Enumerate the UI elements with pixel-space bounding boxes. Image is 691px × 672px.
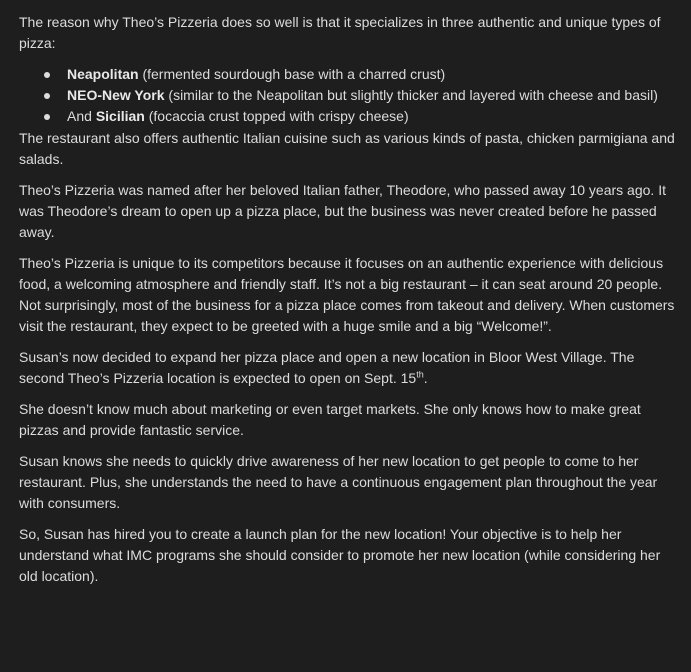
list-item-name: Sicilian (95, 108, 145, 124)
cuisine-paragraph: The restaurant also offers authentic Italian cuisine such as various kinds of pasta, chicken parmigiana and salads. (19, 130, 675, 167)
expansion-text: Susan’s now decided to expand her pizza place and open a new location in Bloor West Village. The second Theo’s Pizzeria location is expected to open on Sept. 15 (19, 349, 635, 386)
date-ordinal-suffix: th (416, 369, 424, 380)
list-item-sicilian (19, 106, 675, 127)
list-item-description: (fermented sourdough base with a charred crust) (138, 66, 446, 82)
list-item-prefix: And (67, 108, 96, 124)
list-item-name: NEO-New York (67, 87, 165, 103)
expansion-paragraph (19, 347, 675, 389)
pizza-type-list (19, 64, 675, 127)
marketing-paragraph: She doesn’t know much about marketing or even target markets. She only knows how to make great pizzas and provide fantastic service. (19, 401, 641, 438)
list-item-description: (focaccia crust topped with crispy cheese) (144, 108, 409, 124)
awareness-paragraph: Susan knows she needs to quickly drive awareness of her new location to get people to come to her restaurant. Plus, she understands the need to have a continuous engagement plan throughout the year with consumers. (19, 453, 658, 511)
list-item-name: Neapolitan (67, 66, 139, 82)
intro-paragraph: The reason why Theo’s Pizzeria does so well is that it specializes in three authentic and unique types of pizza: (19, 14, 661, 51)
list-item-neo-new-york (19, 85, 675, 106)
history-paragraph: Theo’s Pizzeria was named after her beloved Italian father, Theodore, who passed away 10 years ago. It was Theodore’s dream to open up a pizza place, but the business was never created before he passed away. (19, 182, 666, 240)
expansion-end: . (423, 370, 428, 386)
list-item-description: (similar to the Neapolitan but slightly thicker and layered with cheese and basil) (164, 87, 658, 103)
uniqueness-paragraph: Theo’s Pizzeria is unique to its competitors because it focuses on an authentic experience with delicious food, a welcoming atmosphere and friendly staff. It’s not a big restaurant – it can seat around 20 people. Not surprisingly, most of the business for a pizza place comes from takeout and delivery. When customers visit the restaurant, they expect to be greeted with a huge smile and a big “Welcome!”. (19, 255, 675, 334)
objective-paragraph: So, Susan has hired you to create a launch plan for the new location! Your objective is to help her understand what IMC programs she should consider to promote her new location (while considering her old location). (19, 526, 661, 584)
list-item-neapolitan (19, 64, 675, 85)
